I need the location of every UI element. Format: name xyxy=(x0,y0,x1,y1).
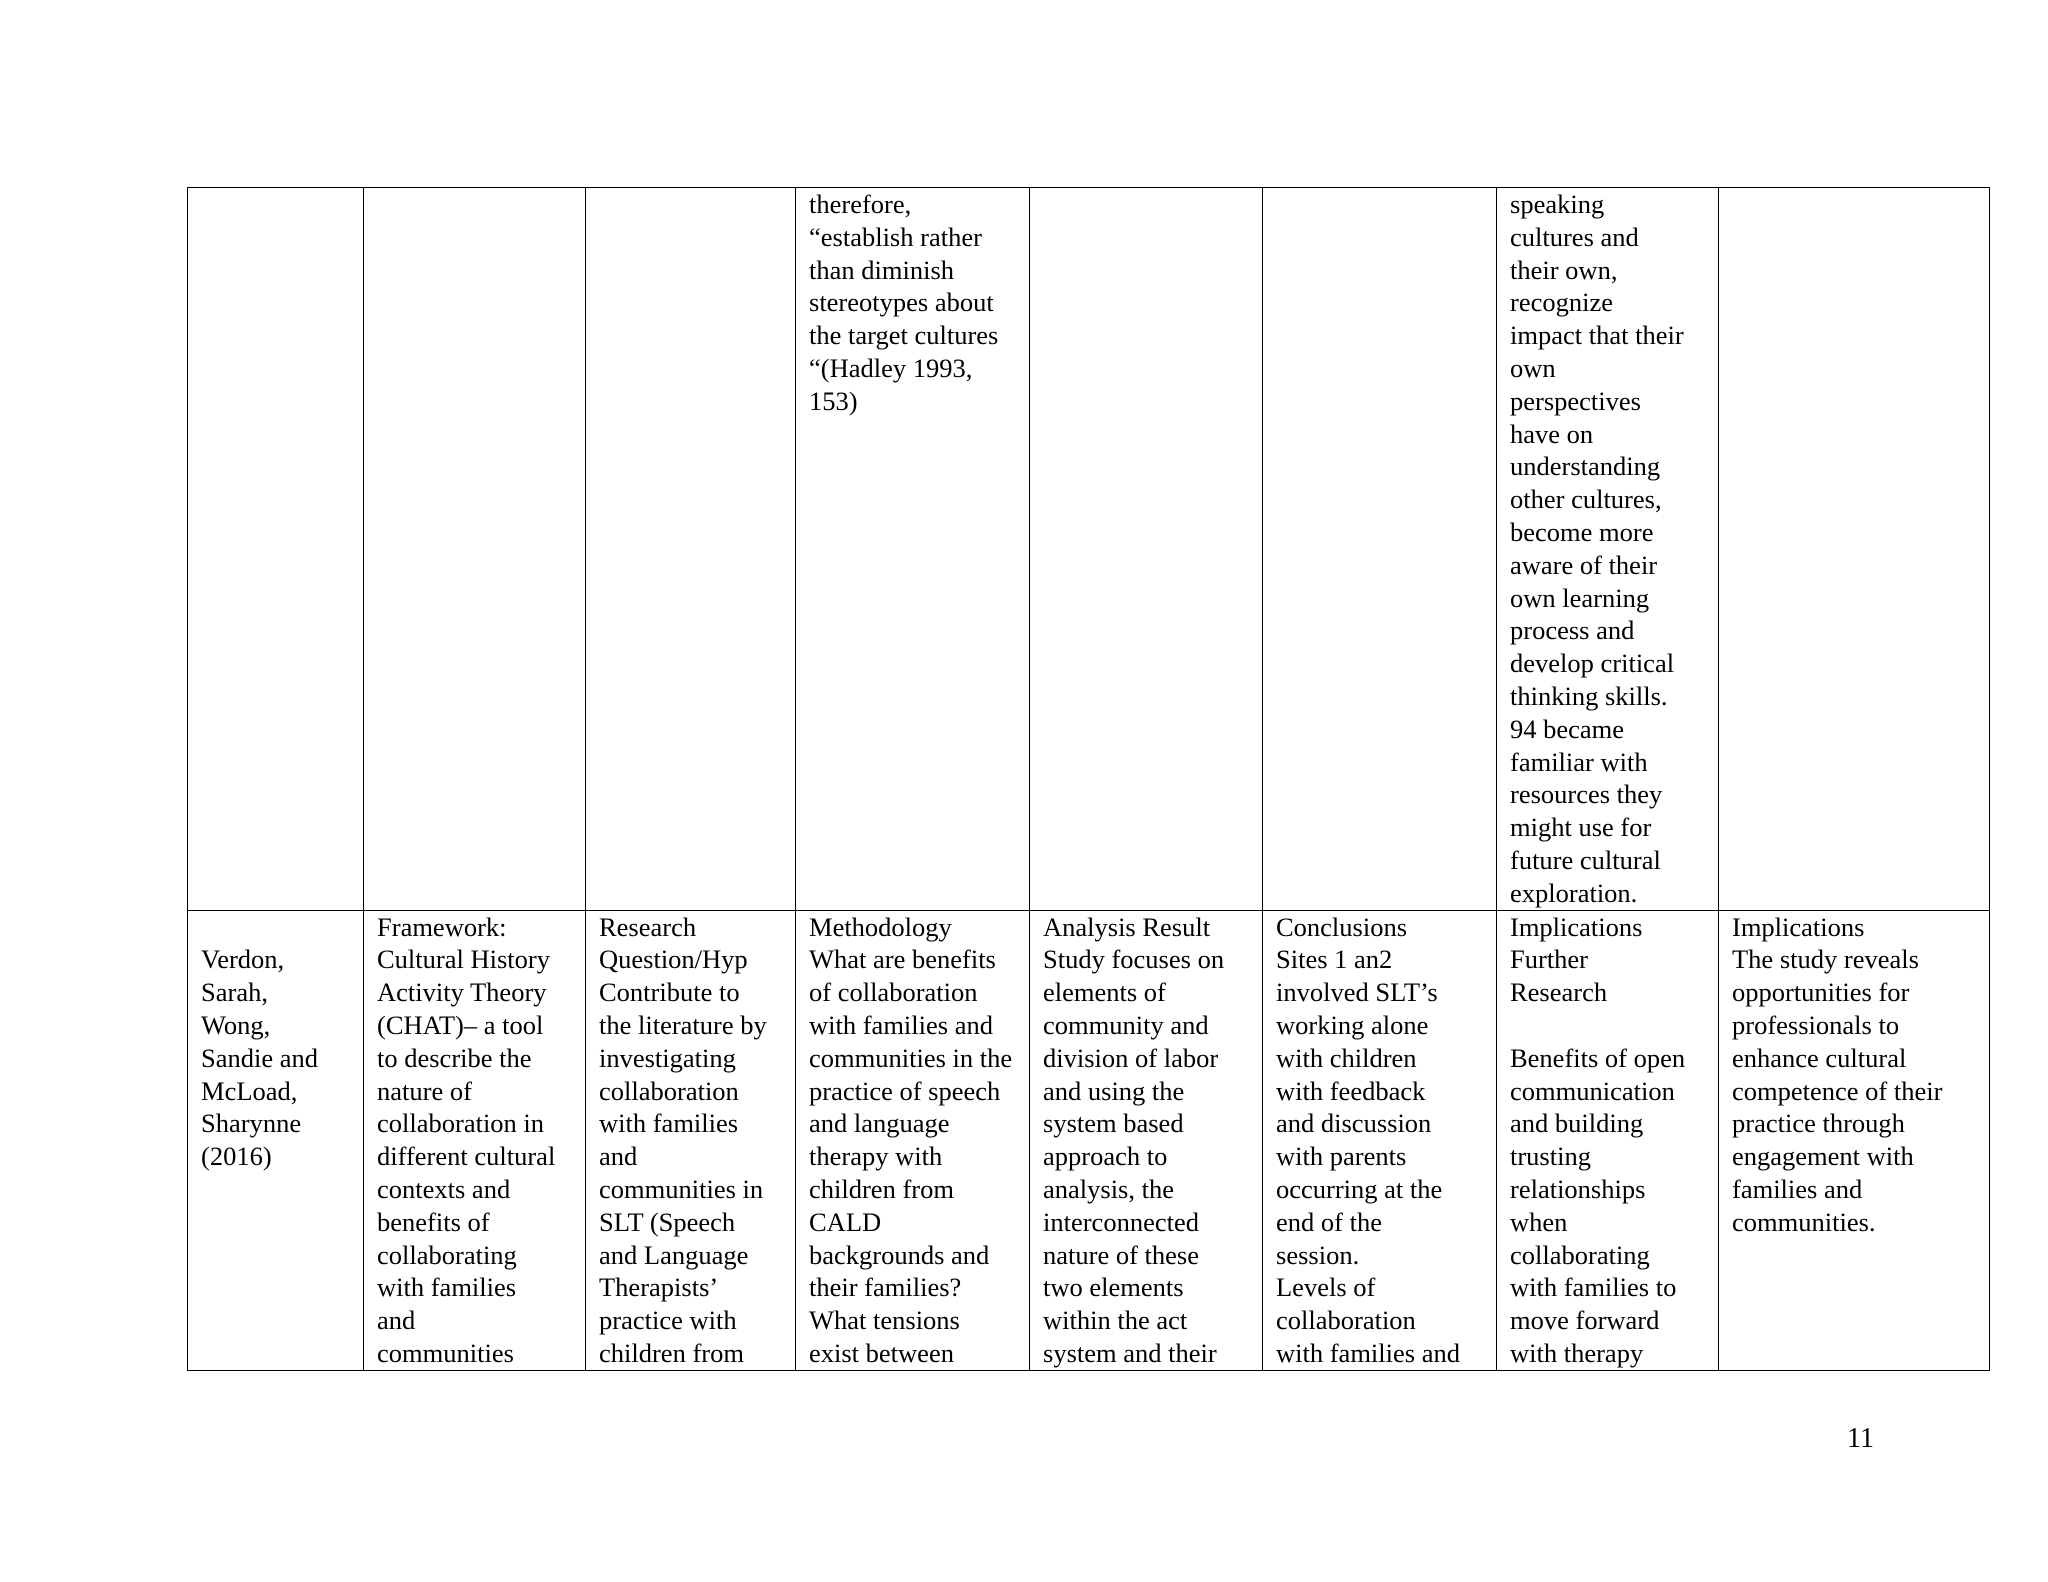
table-cell-methodology: therefore, “establish rather than diminish stereotypes about the target cultures “(Hadley 1993, 153) xyxy=(796,188,1030,911)
table-cell-methodology: Methodology What are benefits of collaboration with families and communities in the practice of speech and language therapy with children from CALD backgrounds and their families? What tensions exist between xyxy=(796,910,1030,1370)
table-cell-research-question xyxy=(586,188,796,911)
table-cell-implications: Implications The study reveals opportunities for professionals to enhance cultural competence of their practice through engagement with families and communities. xyxy=(1719,910,1990,1370)
table-cell-framework: Framework: Cultural History Activity Theory (CHAT)– a tool to describe the nature of collaboration in different cultural contexts and benefits of collaborating with families and communities xyxy=(364,910,586,1370)
table-row xyxy=(188,188,1990,911)
table-cell-author: Verdon, Sarah, Wong, Sandie and McLoad, Sharynne (2016) xyxy=(188,910,364,1370)
table-cell-conclusions xyxy=(1263,188,1497,911)
table-cell-implications xyxy=(1719,188,1990,911)
literature-review-table xyxy=(187,187,1990,1371)
table-cell-framework xyxy=(364,188,586,911)
table-cell-further-research: speaking cultures and their own, recognize impact that their own perspectives have on understanding other cultures, become more aware of their own learning process and develop critical thinking skills. 94 became familiar with resources they might use for future cultural exploration. xyxy=(1497,188,1719,911)
table-cell-author xyxy=(188,188,364,911)
page-number: 11 xyxy=(1847,1423,1874,1454)
table-cell-analysis-result: Analysis Result Study focuses on elements of community and division of labor and using the system based approach to analysis, the interconnected nature of these two elements within the act system and their xyxy=(1030,910,1263,1370)
table-cell-analysis-result xyxy=(1030,188,1263,911)
table-row xyxy=(188,910,1990,1370)
table-cell-research-question: Research Question/Hyp Contribute to the literature by investigating collaboration with families and communities in SLT (Speech and Language Therapists’ practice with children from xyxy=(586,910,796,1370)
table-cell-further-research: Implications Further Research Benefits of open communication and building trusting relationships when collaborating with families to move forward with therapy xyxy=(1497,910,1719,1370)
table-cell-conclusions: Conclusions Sites 1 an2 involved SLT’s working alone with children with feedback and discussion with parents occurring at the end of the session. Levels of collaboration with families and xyxy=(1263,910,1497,1370)
